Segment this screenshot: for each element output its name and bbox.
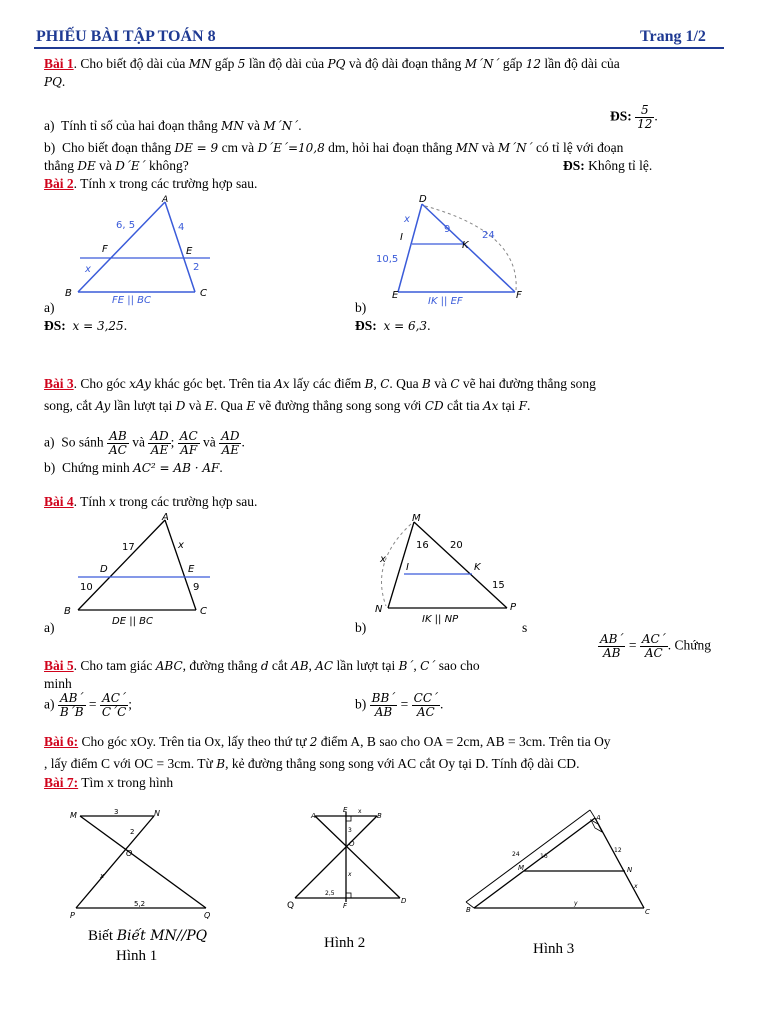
svg-text:x: x bbox=[348, 871, 352, 878]
svg-text:O: O bbox=[349, 840, 355, 848]
svg-text:9: 9 bbox=[193, 582, 200, 593]
svg-text:K: K bbox=[462, 240, 469, 251]
svg-text:9: 9 bbox=[444, 224, 451, 235]
svg-text:17: 17 bbox=[122, 542, 135, 553]
svg-text:E: E bbox=[188, 564, 195, 575]
bai7-figure-2 bbox=[285, 806, 410, 916]
hinh1-note: Biết Biết MN//PQ bbox=[88, 928, 208, 944]
svg-text:12: 12 bbox=[614, 847, 622, 854]
bai6-text: Bài 6: Cho góc xOy. Trên tia Ox, lấy theo thứ tự 2 điểm A, B sao cho OA = 2cm, AB = 3cm. Trên tia Oy bbox=[44, 734, 611, 749]
svg-text:4: 4 bbox=[178, 222, 185, 233]
bai7-text: Bài 7: Tìm x trong hình bbox=[44, 775, 174, 790]
svg-text:F: F bbox=[516, 290, 522, 301]
bai5-b: b) $\frac{BB´}{AB}$ = $\frac{CC´}{AC}$ . bbox=[355, 691, 444, 719]
bai5-text: Bài 5. Cho tam giác ABC, đường thẳng d cắt AB, AC lần lượt tại B´, C´ sao cho bbox=[44, 658, 480, 673]
hinh1-caption: Hình 1 bbox=[116, 948, 158, 964]
svg-text:x: x bbox=[380, 554, 386, 565]
svg-text:N: N bbox=[627, 866, 633, 874]
svg-text:P: P bbox=[510, 602, 517, 613]
bai1-text: Bài 1. Cho biết độ dài của MN gấp 5 lần độ dài của PQ và độ dài đoạn thẳng M´N´ gấp 12 lần độ dài của bbox=[44, 56, 620, 71]
bai2-figure-b bbox=[370, 192, 540, 312]
svg-text:N: N bbox=[375, 604, 383, 615]
svg-text:10,5: 10,5 bbox=[376, 254, 399, 265]
svg-text:16: 16 bbox=[416, 540, 429, 551]
svg-text:M: M bbox=[518, 864, 525, 872]
bai2-a-answer: ĐS: x = 3,25. bbox=[44, 318, 128, 333]
bai4-a-label: a) bbox=[44, 620, 55, 635]
svg-text:E: E bbox=[392, 290, 399, 301]
bai3-b: b) Chứng minh AC² = AB · AF. bbox=[44, 460, 223, 475]
svg-text:6, 5: 6, 5 bbox=[116, 220, 136, 231]
svg-text:x: x bbox=[404, 214, 410, 225]
svg-text:B: B bbox=[377, 812, 382, 820]
bai3-text-2: song, cắt Ay lần lượt tại D và E. Qua E vẽ đường thẳng song song với CD cắt tia Ax tại F. bbox=[44, 398, 531, 413]
bai4-b-label: b) bbox=[355, 620, 367, 635]
bai2-a-label: a) bbox=[44, 300, 55, 315]
svg-text:15: 15 bbox=[492, 580, 505, 591]
svg-text:A: A bbox=[162, 195, 169, 205]
bai4-stray-s: s bbox=[522, 620, 528, 635]
svg-text:3: 3 bbox=[348, 827, 352, 834]
svg-text:2,5: 2,5 bbox=[325, 890, 335, 897]
svg-text:I: I bbox=[406, 562, 409, 573]
bai1-b-2: thẳng DE và D´E´ không? bbox=[44, 158, 189, 173]
svg-text:B: B bbox=[64, 606, 71, 617]
svg-text:D: D bbox=[419, 194, 427, 205]
bai2-b-answer: ĐS: x = 6,3. bbox=[355, 318, 431, 333]
svg-text:M: M bbox=[412, 513, 421, 524]
bai5-given-ratio: $\frac{AB´}{AB}$ = $\frac{AC´}{AC}$ . Chứng bbox=[600, 632, 712, 660]
svg-text:IK || NP: IK || NP bbox=[422, 614, 459, 625]
svg-text:20: 20 bbox=[450, 540, 463, 551]
svg-text:2: 2 bbox=[193, 262, 200, 273]
bai5-text-2: minh bbox=[44, 676, 72, 691]
svg-text:D: D bbox=[100, 564, 108, 575]
bai2-figure-a bbox=[60, 192, 240, 312]
header-rule bbox=[34, 47, 724, 49]
bai2-text: Bài 2. Tính x trong các trường hợp sau. bbox=[44, 176, 258, 191]
hinh2-caption: Hình 2 bbox=[324, 935, 366, 951]
svg-text:FE || BC: FE || BC bbox=[112, 295, 152, 306]
svg-text:x: x bbox=[358, 808, 362, 815]
svg-text:P: P bbox=[70, 911, 75, 920]
svg-text:C: C bbox=[645, 908, 650, 916]
svg-text:2: 2 bbox=[130, 828, 135, 836]
svg-text:O: O bbox=[126, 849, 133, 858]
svg-text:y: y bbox=[574, 900, 578, 907]
svg-text:C: C bbox=[200, 606, 207, 617]
bai3-a: a) So sánh $\frac{AB}{AC}$ và $\frac{AD}{AE}$ ; $\frac{AC}{AF}$ và $\frac{AD}{AE}$ . bbox=[44, 429, 245, 457]
svg-text:F: F bbox=[102, 244, 108, 255]
svg-text:x: x bbox=[634, 883, 638, 890]
svg-text:D: D bbox=[401, 897, 407, 905]
svg-text:x: x bbox=[100, 872, 105, 880]
page-title: PHIẾU BÀI TẬP TOÁN 8 bbox=[36, 28, 216, 45]
bai1-text-2: PQ. bbox=[44, 74, 66, 89]
svg-text:10: 10 bbox=[80, 582, 93, 593]
bai5-a: a) $\frac{AB´}{B´B}$ = $\frac{AC´}{C´C}$ ; bbox=[44, 691, 133, 719]
bai1-b: b) Cho biết đoạn thẳng DE = 9 cm và D´E´=10,8 dm, hỏi hai đoạn thẳng MN và M´N´ có tỉ lệ với đoạn bbox=[44, 140, 624, 155]
bai2-b-label: b) bbox=[355, 300, 367, 315]
bai3-text: Bài 3. Cho góc xAy khác góc bẹt. Trên tia Ax lấy các điểm B, C. Qua B và C vẽ hai đường thẳng song bbox=[44, 376, 596, 391]
bai6-text-2: , lấy điểm C với OC = 3cm. Từ B, kẻ đường thẳng song song với AC cắt Oy tại D. Tính độ dài CD. bbox=[44, 756, 580, 771]
svg-text:DE || BC: DE || BC bbox=[112, 616, 153, 627]
svg-text:24: 24 bbox=[512, 851, 520, 858]
svg-text:A: A bbox=[596, 814, 601, 822]
svg-text:C: C bbox=[200, 288, 207, 299]
svg-text:Q: Q bbox=[204, 911, 211, 920]
svg-text:16: 16 bbox=[540, 853, 548, 860]
bai7-figure-1 bbox=[68, 808, 218, 928]
bai1-a: a) Tính tỉ số của hai đoạn thẳng MN và M´N´. bbox=[44, 118, 302, 133]
svg-text:E: E bbox=[186, 246, 193, 257]
svg-text:x: x bbox=[85, 264, 91, 275]
svg-text:B: B bbox=[65, 288, 72, 299]
page-number: Trang 1/2 bbox=[640, 28, 706, 45]
svg-text:A: A bbox=[162, 512, 169, 523]
svg-text:3: 3 bbox=[114, 808, 119, 816]
svg-text:E: E bbox=[343, 806, 348, 814]
svg-text:IK || EF: IK || EF bbox=[428, 296, 463, 307]
bai4-text: Bài 4. Tính x trong các trường hợp sau. bbox=[44, 494, 258, 509]
bai1-a-answer: ĐS: $\frac{5}{12}$ . bbox=[610, 103, 658, 131]
bai4-figure-b bbox=[370, 512, 540, 630]
svg-text:B: B bbox=[466, 906, 471, 914]
bai4-figure-a bbox=[60, 512, 230, 630]
svg-text:N: N bbox=[154, 809, 160, 818]
svg-text:5,2: 5,2 bbox=[134, 900, 146, 908]
svg-text:A: A bbox=[311, 812, 316, 820]
svg-text:x: x bbox=[178, 540, 184, 551]
svg-text:M: M bbox=[70, 811, 77, 820]
svg-text:I: I bbox=[400, 232, 403, 243]
hinh3-caption: Hình 3 bbox=[533, 941, 575, 957]
svg-text:Q: Q bbox=[287, 901, 295, 911]
svg-text:K: K bbox=[474, 562, 481, 573]
bai7-figure-3 bbox=[462, 808, 662, 923]
bai1-b-answer: ĐS: Không tỉ lệ. bbox=[563, 158, 653, 173]
svg-text:F: F bbox=[343, 902, 348, 910]
svg-text:24: 24 bbox=[482, 230, 495, 241]
